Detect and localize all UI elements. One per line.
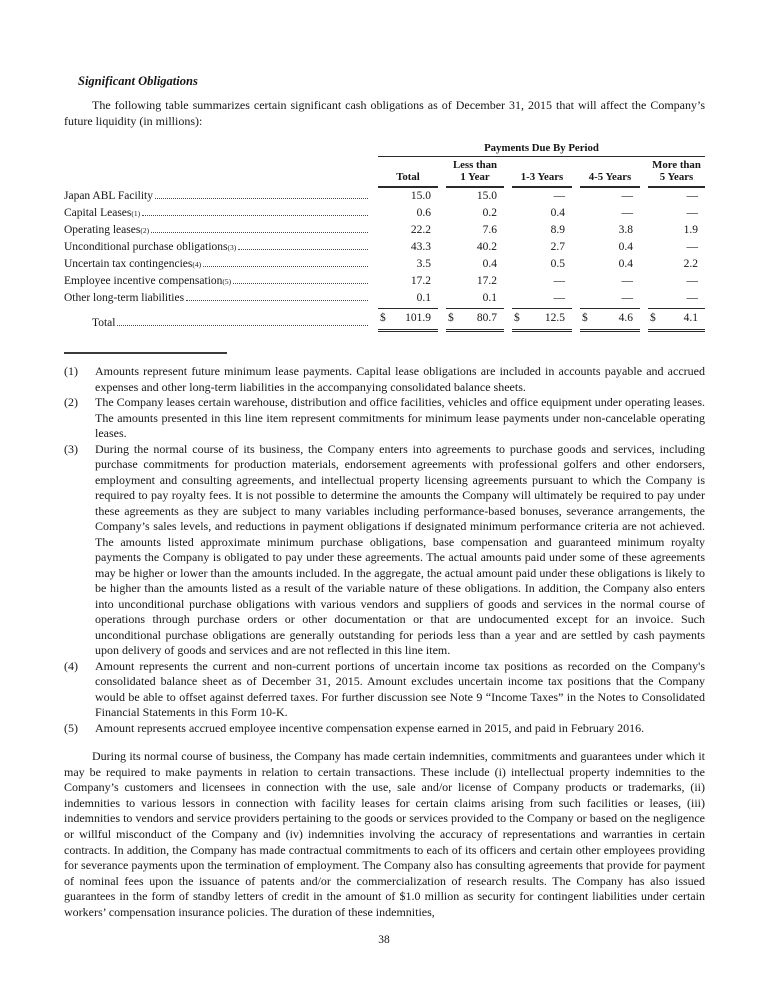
footnote-number: (4): [64, 658, 78, 673]
row-label: Uncertain tax contingencies (4): [64, 256, 370, 273]
dollar-sign: $: [514, 312, 520, 324]
cell-value: —: [621, 292, 633, 304]
column-header: [580, 172, 640, 189]
total-row-label: [64, 315, 370, 332]
cell-value: —: [686, 207, 698, 219]
column-header-line: 5 Years: [659, 170, 694, 183]
row-label-text: Other long-term liabilities: [64, 292, 185, 304]
footnote-item: [64, 442, 705, 659]
row-label: Capital Leases (1): [64, 205, 370, 222]
dollar-sign: $: [582, 312, 588, 324]
cell-value: 15.0: [476, 190, 497, 202]
cell-value: 17.2: [410, 275, 431, 287]
total-value: 12.5: [544, 312, 565, 324]
dot-leader: [186, 300, 368, 301]
total-cell: [446, 308, 504, 332]
page-title: Significant Obligations: [78, 74, 198, 88]
total-label-text: Total: [92, 317, 116, 329]
footnote-item: [64, 364, 705, 395]
footnote-number: (5): [64, 720, 78, 735]
cell-value: 0.1: [416, 292, 431, 304]
row-label: Unconditional purchase obligations (3): [64, 239, 370, 256]
row-label: Employee incentive compensation (5): [64, 273, 370, 290]
total-cell: [648, 308, 705, 332]
cell-value: —: [621, 275, 633, 287]
cell-value: —: [553, 190, 565, 202]
closing-paragraph: During its normal course of business, the Company has made certain indemnities, commitments and guarantees under which it may be required to make payments in relation to certain transactions. These include (i) intellectual property indemnities to the Company’s customers and licensees in connection with the use, sale and/or license of Company products or trademarks, (ii) indemnities to various lessors in connection with facility leases for certain claims arising from such facilities or leases, (iii) indemnities to vendors and service providers pertaining to the goods or services provided to the Company or based on the negligence or willful misconduct of the Company and (iv) indemnities involving the accuracy of representations and warranties in certain contracts. In addition, the Company has made contractual commitments to each of its officers and certain other employees providing for severance payments upon the termination of employment. The Company also has consulting agreements that provide for payment of nominal fees upon the issuance of patents and/or the commercialization of research results. The Company has also issued guarantees in the form of standby letters of credit in the amount of $1.0 million as security for contingent liabilities under certain workers’ compensation insurance policies. The duration of these indemnities,: [64, 749, 705, 919]
cell-value: 40.2: [476, 241, 497, 253]
column-header-line: 1 Year: [460, 170, 490, 183]
table-row: [64, 205, 705, 222]
row-label: [64, 188, 370, 205]
total-cell: [512, 308, 572, 332]
cell-value: —: [686, 275, 698, 287]
column-header: [446, 160, 504, 188]
cell-value: —: [553, 275, 565, 287]
total-value: 4.6: [618, 312, 633, 324]
row-label-text: Capital Leases: [64, 207, 132, 219]
column-header: [648, 160, 705, 188]
cell-value: 0.4: [482, 258, 497, 270]
table-total-row: [64, 307, 705, 332]
column-header-line: More than: [652, 159, 701, 171]
total-cell: [580, 308, 640, 332]
cell-value: 8.9: [550, 224, 565, 236]
footnote-item: [64, 721, 705, 737]
table-spanner-label: Payments Due By Period: [378, 142, 705, 157]
row-label: Operating leases (2): [64, 222, 370, 239]
cell-value: 0.1: [482, 292, 497, 304]
footnote-number: (2): [64, 395, 78, 409]
dot-leader: [238, 249, 368, 250]
footnotes-list: [64, 364, 705, 736]
page-number: 38: [378, 934, 390, 946]
row-label-text: Operating leases: [64, 224, 141, 236]
cell-value: 17.2: [476, 275, 497, 287]
dot-leader: [203, 266, 368, 267]
cell-value: 15.0: [410, 190, 431, 202]
column-header-line: Total: [396, 170, 420, 183]
cell-value: 7.6: [482, 224, 497, 236]
cell-value: 2.7: [550, 241, 565, 253]
intro-paragraph: The following table summarizes certain significant cash obligations as of December 31, 2015 that will affect the Company’s future liquidity (in millions):: [64, 98, 705, 128]
row-label-text: Japan ABL Facility: [64, 190, 154, 202]
cell-value: 0.6: [416, 207, 431, 219]
cell-value: 0.5: [550, 258, 565, 270]
cell-value: 0.2: [482, 207, 497, 219]
cell-value: 1.9: [683, 224, 698, 236]
dollar-sign: $: [448, 312, 454, 324]
dollar-sign: $: [380, 312, 386, 324]
column-header: [512, 172, 572, 189]
total-value: 4.1: [683, 312, 698, 324]
footnote-text: Amounts represent future minimum lease payments. Capital lease obligations are included in accounts payable and accrued expenses and other long-term liabilities in the accompanying consolidated balance sheets.: [95, 364, 705, 394]
footnote-number: (1): [64, 364, 78, 378]
column-header-line: 4-5 Years: [588, 170, 632, 183]
table-spanner-row: [64, 142, 705, 157]
column-header-line: 1-3 Years: [520, 170, 564, 183]
table-row: [64, 222, 705, 239]
total-value: 101.9: [405, 312, 431, 324]
cell-value: 0.4: [550, 207, 565, 219]
row-label-text: Unconditional purchase obligations: [64, 241, 228, 253]
footnote-text: Amount represents accrued employee incentive compensation expense earned in 2015, and paid in February 2016.: [95, 720, 645, 735]
footnote-separator: [64, 352, 227, 354]
table-header-row: [64, 160, 705, 188]
obligations-table: [64, 142, 705, 332]
footnote-text: During the normal course of its business, the Company enters into agreements to purchase goods and services, including purchase commitments for production materials, endorsement agreements with professional golfers and other endorsers, employment and consulting agreements, and intellectual property licensing agreements pursuant to which the Company is required to pay royalty fees. It is not possible to determine the amounts the Company will ultimately be required to pay under these agreements as they are subject to many variables including performance-based bonuses, severance arrangements, the Company’s sales levels, and reductions in payment obligations if designated minimum performance criteria are not achieved. The amounts listed approximate minimum purchase obligations, base compensation and guaranteed minimum royalty payments the Company is obligated to pay under these agreements. The actual amounts paid under some of these agreements may be higher or lower than the amounts included. In the aggregate, the actual amount paid under these obligations is likely to be higher than the amounts listed as a result of the variable nature of these obligations. In addition, the Company also enters into unconditional purchase obligations with various vendors and suppliers of goods and services in the normal course of operations through purchase orders or other documentation or that are undocumented except for an invoice. Such unconditional purchase obligations are generally outstanding for periods less than a year and are settled by cash payments upon delivery of goods and services and are not reflected in this line item.: [95, 441, 705, 657]
cell-value: 22.2: [410, 224, 431, 236]
cell-value: 3.8: [618, 224, 633, 236]
footnote-number: (3): [64, 441, 78, 456]
row-label-text: Uncertain tax contingencies: [64, 258, 193, 270]
dot-leader: [151, 232, 368, 233]
total-cell: [378, 308, 438, 332]
cell-value: —: [621, 190, 633, 202]
cell-value: 2.2: [683, 258, 698, 270]
footnote-text: Amount represents the current and non-current portions of uncertain income tax positions as recorded on the Company's consolidated balance sheet as of December 31, 2015. Amount excludes uncertain income tax positions that the Company would be able to offset against deferred taxes. For further discussion see Note 9 “Income Taxes” in the Notes to Consolidated Financial Statements in this Form 10-K.: [95, 658, 705, 719]
dot-leader: [233, 283, 368, 284]
column-header: [378, 172, 438, 189]
table-row: [64, 188, 705, 205]
cell-value: —: [686, 292, 698, 304]
table-row: [64, 239, 705, 256]
table-row: [64, 273, 705, 290]
dollar-sign: $: [650, 312, 656, 324]
total-value: 80.7: [476, 312, 497, 324]
dot-leader: [142, 215, 368, 216]
cell-value: 0.4: [618, 241, 633, 253]
column-header-line: Less than: [452, 159, 498, 171]
table-row: [64, 256, 705, 273]
cell-value: —: [686, 241, 698, 253]
dot-leader: [117, 325, 368, 326]
cell-value: 3.5: [416, 258, 431, 270]
footnote-item: [64, 395, 705, 442]
cell-value: 43.3: [410, 241, 431, 253]
dot-leader: [155, 198, 368, 199]
cell-value: 0.4: [618, 258, 633, 270]
cell-value: —: [553, 292, 565, 304]
footnote-item: [64, 659, 705, 721]
table-row: [64, 290, 705, 307]
footnote-text: The Company leases certain warehouse, distribution and office facilities, vehicles and office equipment under operating leases. The amounts presented in this line item represent commitments for minimum lease payments under non-cancelable operating leases.: [95, 395, 706, 440]
row-label-text: Employee incentive compensation: [64, 275, 223, 287]
cell-value: —: [686, 190, 698, 202]
cell-value: —: [621, 207, 633, 219]
row-label: [64, 290, 370, 307]
